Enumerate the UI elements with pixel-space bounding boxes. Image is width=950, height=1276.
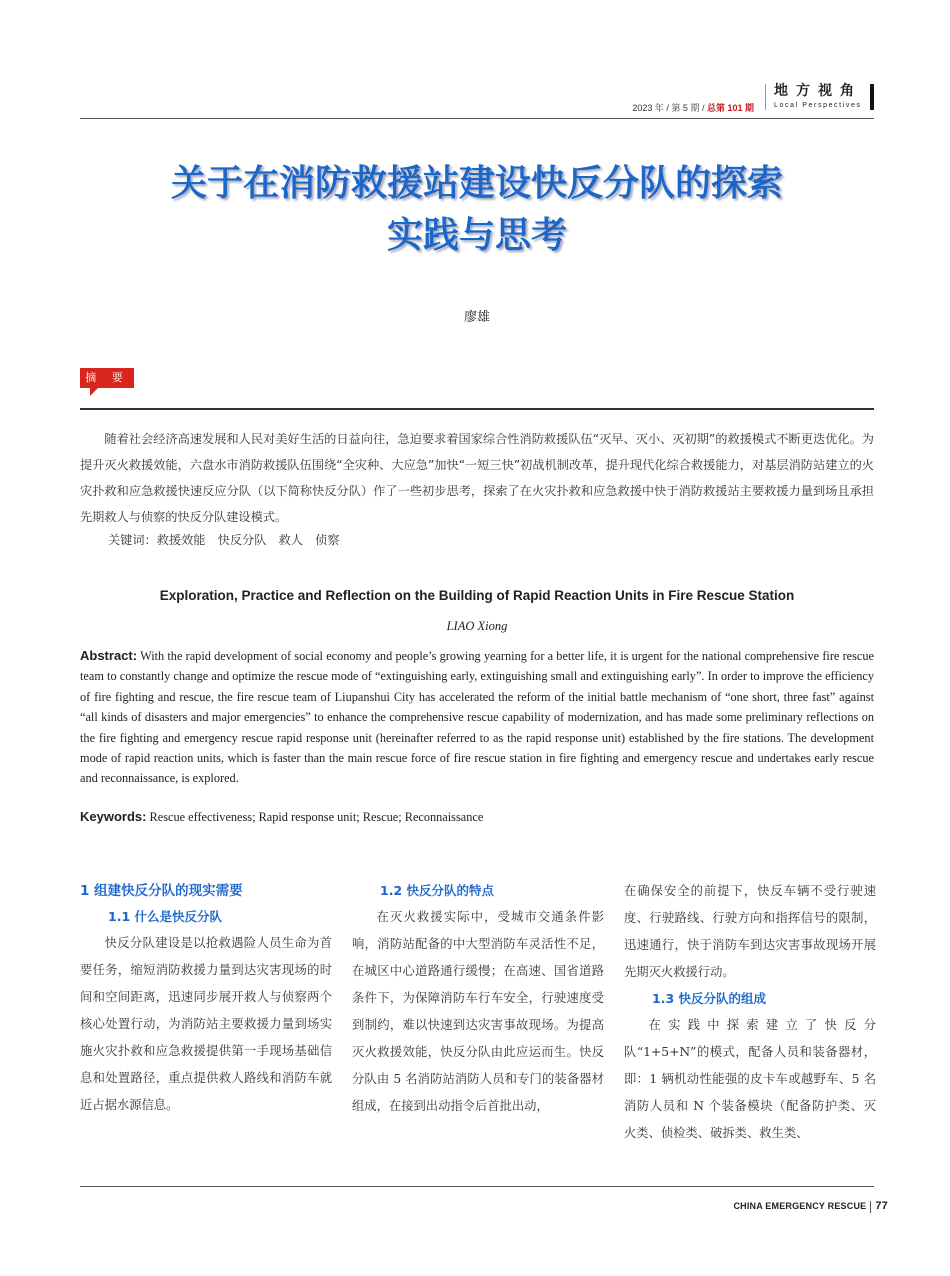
issue-year: 2023 年: [632, 103, 664, 113]
title-line-1: 关于在消防救援站建设快反分队的探索: [170, 163, 783, 204]
body-column-3: [624, 878, 876, 1147]
footer: [733, 1200, 888, 1213]
section-1-heading: 1 组建快反分队的现实需要: [80, 883, 243, 899]
english-title: Exploration, Practice and Reflection on the Building of Rapid Reaction Units in Fire Rescue Station: [159, 588, 795, 603]
issue-number: 第 5 期: [671, 103, 700, 113]
article-title: [80, 158, 874, 262]
english-abstract: [80, 646, 874, 789]
english-keywords-label: Keywords:: [80, 809, 147, 824]
journal-name: CHINA EMERGENCY RESCUE: [733, 1201, 867, 1211]
body-column-1: [80, 878, 332, 1119]
english-abstract-text: With the rapid development of social economy and people’s growing yearning for a better life, it is urgent for the national comprehensive fire rescue team to constantly change and optimize the rescue mode of “extinguishing early, extinguishing small and extinguishing early”. In order to improve the efficiency of fire fighting and rescue, the fire rescue team of Liupanshui City has accelerated the reform of the initial battle mechanism of “one short, three fast” against “all kinds of disasters and major emergencies” to enhance the comprehensive rescue capability of modernization, and has made some preliminary reflections on the fire fighting and emergency rescue rapid response unit (hereinafter referred to as the rapid response unit) established by the fire stations. The development mode of rapid reaction units, which is faster than the main rescue force of fire rescue station in fire fighting and emergency rescue and undertakes early rescue and reconnaissance, is explored.: [80, 649, 874, 786]
english-keywords-text: Rescue effectiveness; Rapid response unit; Rescue; Reconnaissance: [149, 810, 484, 824]
header-divider: [765, 84, 766, 110]
english-abstract-label: Abstract:: [80, 648, 138, 663]
english-keywords: [80, 809, 874, 825]
section-1-1-text: 快反分队建设是以抢救遇险人员生命为首要任务，缩短消防救援力量到达灾害现场的时间和空间距离，迅速同步展开救人与侦察两个核心处置行动，为消防站主要救援力量到场实施火灾扑救和应急救援提供第一手现场基础信息和处置路径，重点提供救人路线和消防车就近占据水源信息。: [80, 936, 332, 1112]
section-1-3-heading: 1.3 快反分队的组成: [652, 991, 766, 1006]
issue-total: 总第 101 期: [706, 103, 754, 113]
section-1-2-text: 在灭火救援实际中，受城市交通条件影响，消防站配备的中大型消防车灵活性不足，在城区中心道路通行缓慢；在高速、国省道路条件下，为保障消防车行车安全，行驶速度受到制约，难以快速到达灾害事故现场。为提高灭火救援效能，快反分队由此应运而生。快反分队由 5 名消防站消防人员和专门的装备器材组成，在接到出动指令后首批出动，: [352, 910, 604, 1113]
english-author: LIAO Xiong: [446, 619, 508, 633]
section-1-1-heading: 1.1 什么是快反分队: [108, 909, 222, 924]
title-line-2: 实践与思考: [386, 215, 567, 256]
abstract-cn-text: 随着社会经济高速发展和人民对美好生活的日益向往，急迫要求着国家综合性消防救援队伍“灭早、灭小、灭初期”的救援模式不断更迭优化。为提升灭火救援效能，六盘水市消防救援队伍围绕“全灾种、大应急”加快“一短三快”初战机制改革，提升现代化综合救援能力，对基层消防站建立的火灾扑救和应急救援快速反应分队（以下简称快反分队）作了一些初步思考，探索了在火灾扑救和应急救援中快于消防救援站主要救援力量到场且承担先期救人与侦察的快反分队建设模式。: [80, 432, 874, 524]
top-rule: [80, 118, 874, 119]
section-1-3-text: 在实践中探索建立了快反分队“1+5+N”的模式，配备人员和装备器材，即：1 辆机动性能强的皮卡车或越野车、5 名消防人员和 N 个装备模块（配备防护类、灭火类、侦检类、破拆类、救生类、: [624, 1018, 876, 1140]
abstract-tag-tail: [90, 388, 98, 396]
section-1-2-continued: 在确保安全的前提下，快反车辆不受行驶速度、行驶路线、行驶方向和指挥信号的限制，迅速通行，快于消防车到达灾害事故现场开展先期灭火救援行动。: [624, 884, 876, 979]
abstract-rule: [80, 408, 874, 410]
issue-slash: /: [666, 103, 669, 113]
bottom-rule: [80, 1186, 874, 1187]
keywords-cn: 关键词：救援效能 快反分队 救人 侦察: [108, 533, 340, 547]
column-subtitle: Local Perspectives: [774, 102, 862, 109]
header-bar: [870, 84, 874, 110]
issue-line: [632, 101, 754, 114]
author: 廖雄: [463, 310, 490, 325]
footer-separator: [870, 1201, 871, 1213]
section-1-2-heading: 1.2 快反分队的特点: [380, 883, 494, 898]
column-title: 地方视角: [774, 83, 862, 99]
body-column-2: [352, 878, 604, 1120]
issue-slash: /: [701, 103, 705, 113]
page-number: 77: [875, 1200, 888, 1212]
abstract-tag: 摘 要: [80, 368, 134, 388]
